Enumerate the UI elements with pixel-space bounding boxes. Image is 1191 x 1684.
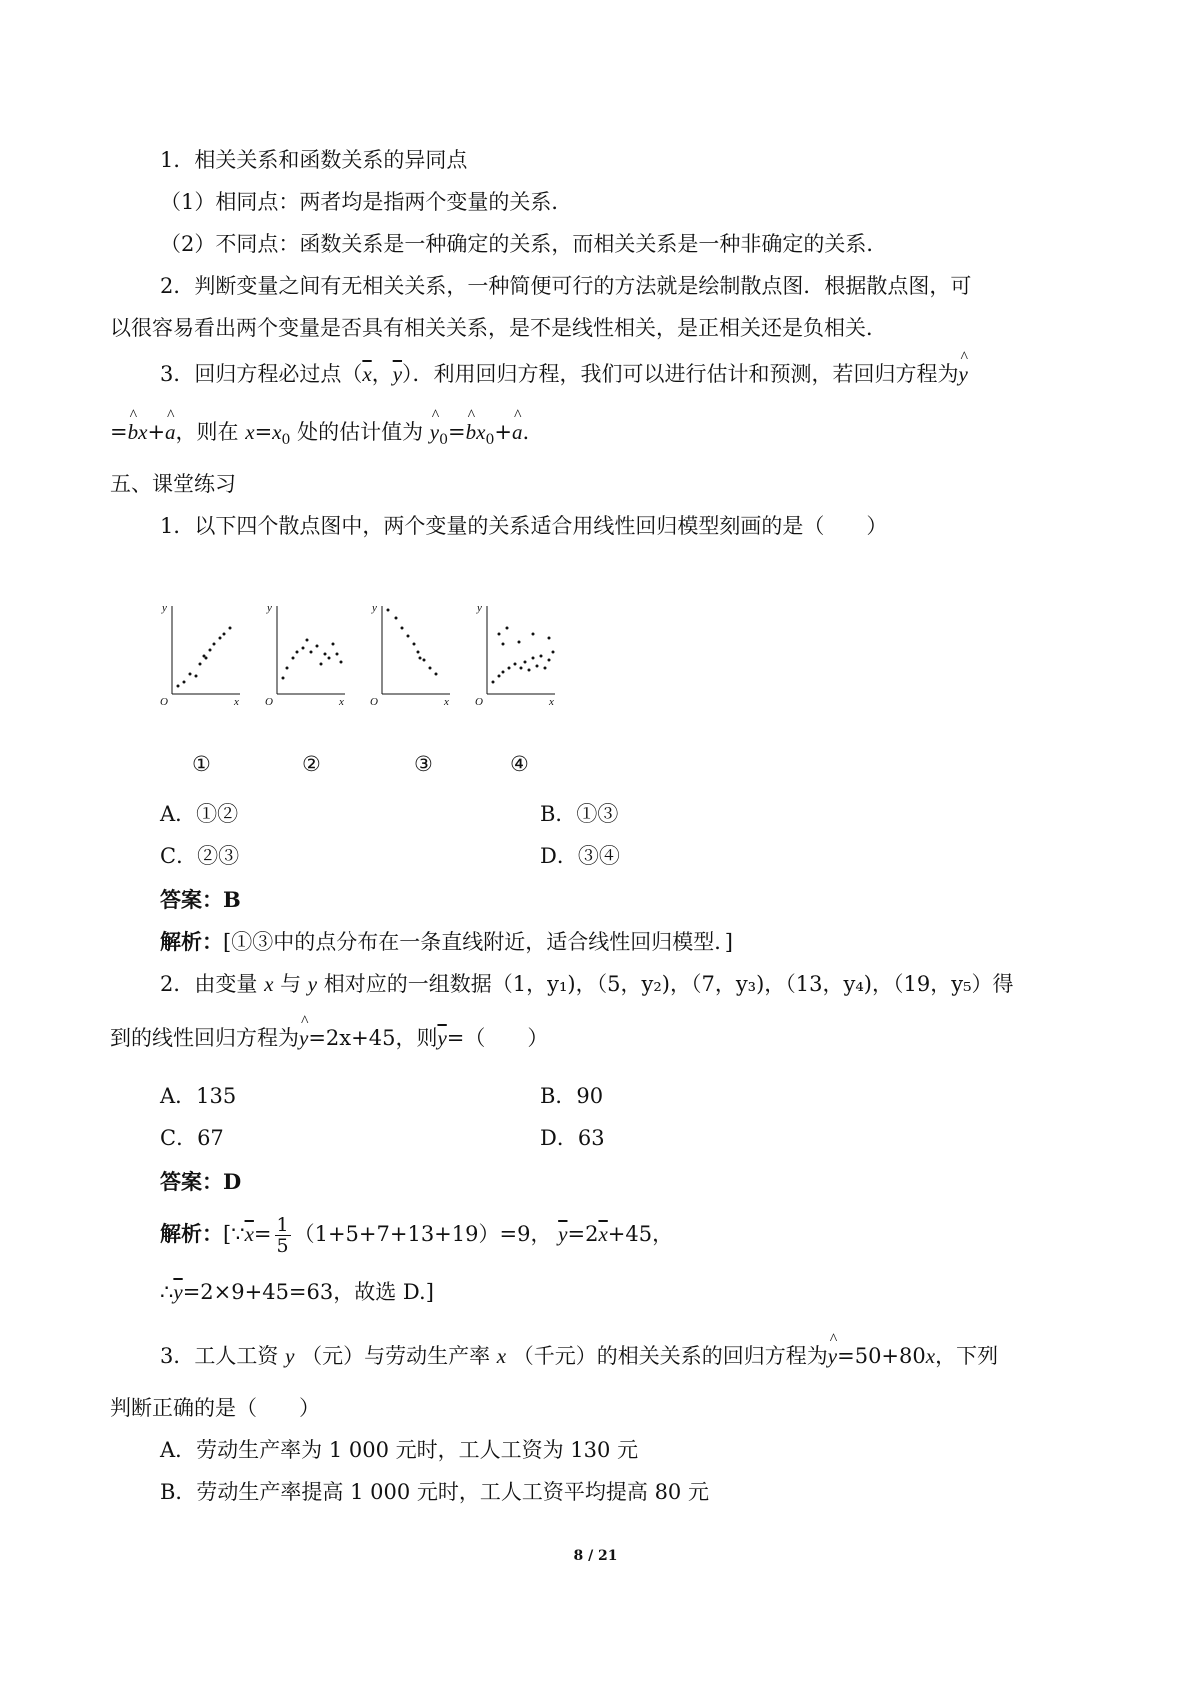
q2-analysis-line1: 解析：[$\because\overline{x}=$ $\frac{1}{5}$ （1+5+7+13+19）=9， $\overline{y}=2\overline{x}+45$， [160, 1214, 674, 1257]
q1-option-d: D．③④ [540, 844, 620, 868]
q1-option-c: C．②③ [160, 844, 240, 868]
q3-option-b: B．劳动生产率提高 1 000 元时，工人工资平均提高 80 元 [160, 1480, 709, 1504]
summary-point-1b: （2）不同点：函数关系是一种确定的关系，而相关关系是一种非确定的关系． [160, 232, 888, 256]
summary-point-1: 1．相关关系和函数关系的异同点 [160, 148, 468, 172]
svg-text:O: O [475, 696, 483, 708]
svg-text:y: y [162, 602, 167, 614]
summary-point-1a: （1）相同点：两者均是指两个变量的关系． [160, 190, 573, 214]
scatter-plot-3 [370, 602, 450, 708]
svg-text:x: x [234, 696, 239, 708]
q2-stem-line1: 2．由变量 x 与 y 相对应的一组数据（1，y₁)，（5，y₂)，（7，y₃)，（13，y₄)，（19，y₅）得 [160, 972, 1014, 996]
q2-stem-line2: 到的线性回归方程为^ y=2x+45，则$\overline{y}=$（ ） [110, 1024, 548, 1052]
page-number: 8 / 21 [573, 1548, 618, 1564]
q2-option-b: B．90 [540, 1084, 604, 1108]
svg-text:O: O [370, 696, 378, 708]
section-title: 五、课堂练习 [110, 472, 236, 496]
svg-text:x: x [549, 696, 554, 708]
plot-label-3: ③ [414, 752, 433, 776]
summary-point-2b: 以很容易看出两个变量是否具有相关关系，是不是线性相关，是正相关还是负相关． [110, 316, 887, 340]
fraction-one-fifth: $\frac{1}{5}$ [276, 1214, 289, 1257]
q1-analysis: 解析：[①③中的点分布在一条直线附近，适合线性回归模型．] [160, 929, 733, 954]
q2-option-c: C．67 [160, 1126, 224, 1150]
plot-label-1: ① [192, 752, 211, 776]
q1-option-a: A．①② [160, 802, 239, 826]
q1-answer: 答案：B [160, 887, 241, 912]
svg-text:y: y [372, 602, 377, 614]
q2-analysis-line2: $\therefore\overline{y}=2\times 9+45=63$，故选 D.] [160, 1280, 434, 1304]
q2-option-d: D．63 [540, 1126, 605, 1150]
q2-option-a: A．135 [160, 1084, 237, 1108]
svg-text:x: x [444, 696, 449, 708]
svg-text:x: x [339, 696, 344, 708]
q3-option-a: A．劳动生产率为 1 000 元时，工人工资为 130 元 [160, 1438, 639, 1462]
summary-point-2a: 2．判断变量之间有无相关关系，一种简便可行的方法就是绘制散点图．根据散点图，可 [160, 274, 972, 298]
q2-answer: 答案：D [160, 1169, 242, 1194]
q3-stem-line1: 3．工人工资 y （元）与劳动生产率 x （千元）的相关关系的回归方程为^ y=50+80x，下列 [160, 1342, 998, 1370]
svg-text:y: y [267, 602, 272, 614]
svg-text:O: O [160, 696, 168, 708]
plot-label-2: ② [302, 752, 321, 776]
q1-option-b: B．①③ [540, 802, 619, 826]
summary-point-3a: 3．回归方程必过点（$\overline{x}$，$\overline{y}$）．利用回归方程，我们可以进行估计和预测，若回归方程为^ y [160, 360, 968, 388]
summary-point-3b: =^ bx+^ a，则在 $x=x_0$ 处的估计值为 ^ $y_0=\^{}$ $bx_0+\^{}$ a. [110, 418, 529, 454]
scatter-plot-2 [265, 602, 345, 708]
scatter-plots [160, 598, 580, 708]
svg-text:O: O [265, 696, 273, 708]
scatter-plot-4 [475, 602, 555, 708]
scatter-plot-1 [160, 602, 240, 708]
q3-stem-line2: 判断正确的是（ ） [110, 1396, 320, 1420]
q1-stem: 1．以下四个散点图中，两个变量的关系适合用线性回归模型刻画的是（ ） [160, 514, 888, 538]
svg-text:y: y [477, 602, 482, 614]
plot-label-4: ④ [510, 752, 529, 776]
